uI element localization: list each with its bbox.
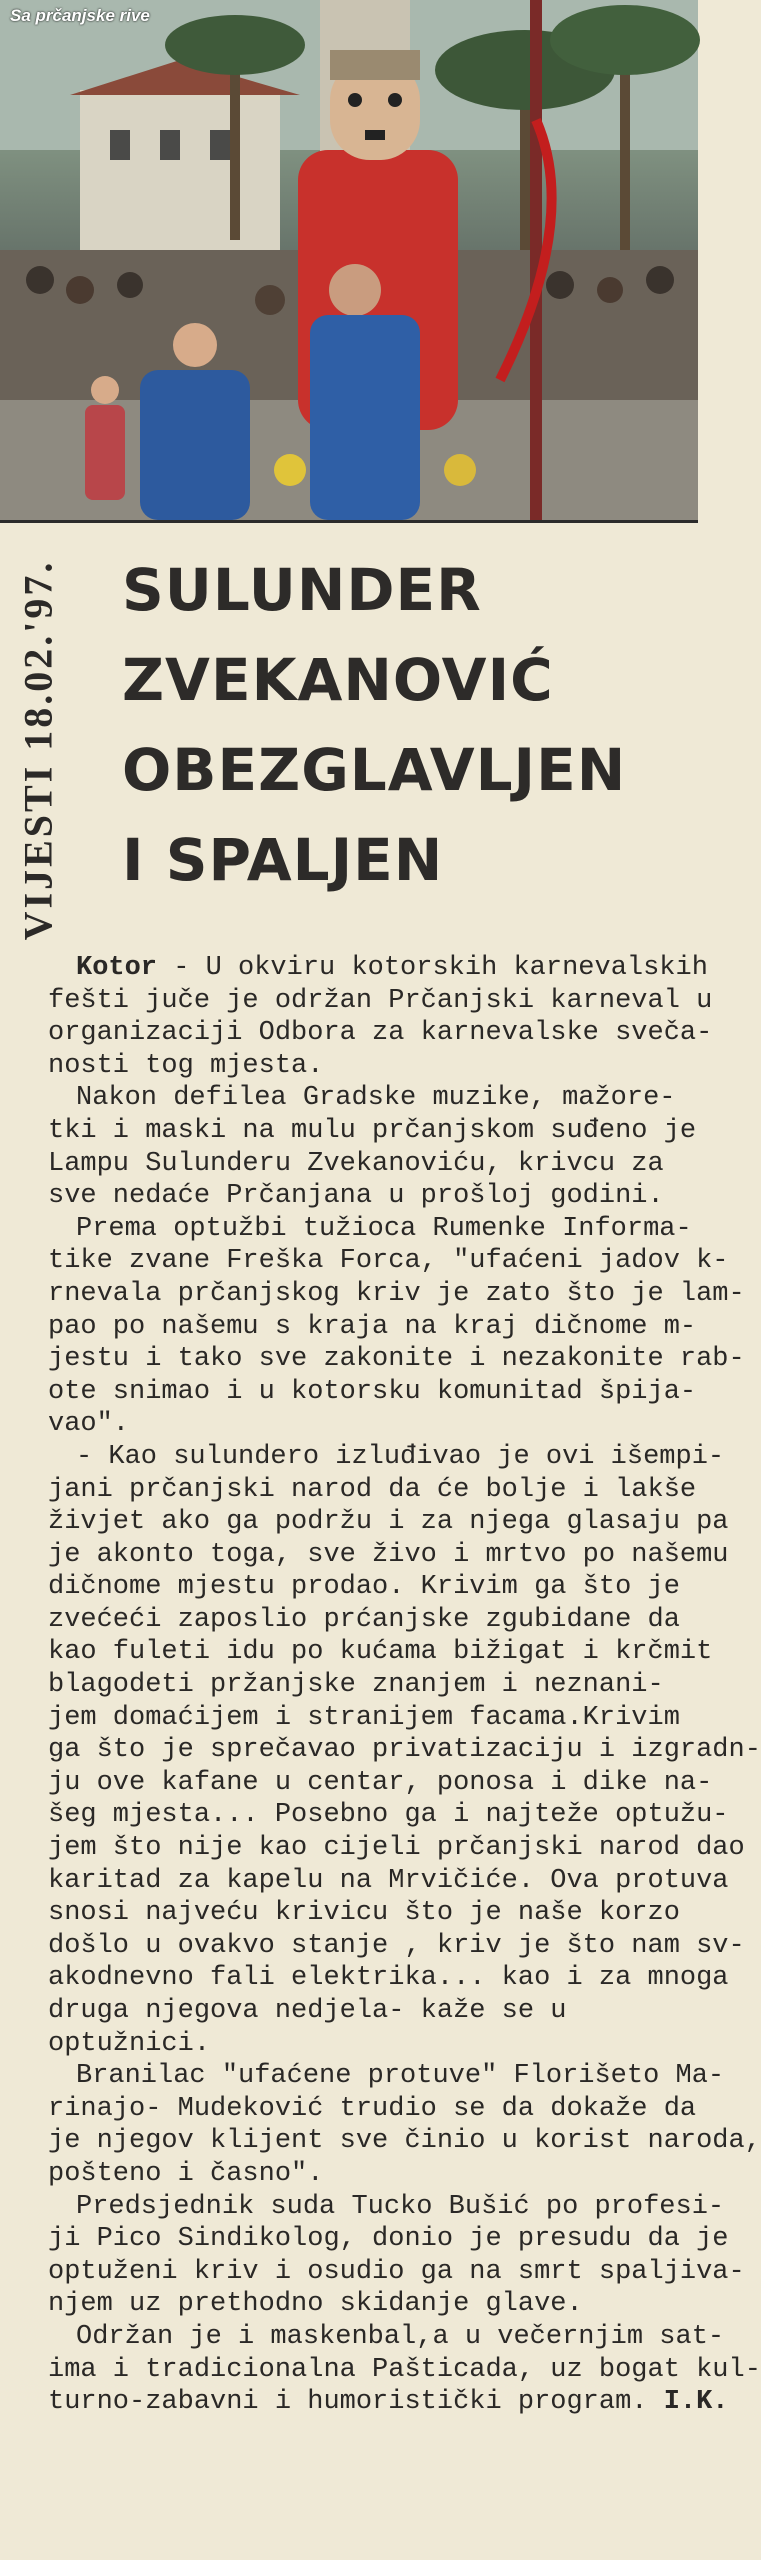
- dateline: Kotor: [76, 953, 158, 983]
- text-line: ote snimao i u kotorsku komunitad špija-: [48, 1376, 697, 1407]
- text-line: Branilac "ufaćene protuve" Florišeto Ma-: [76, 2061, 725, 2092]
- text-line: nosti tog mjesta.: [48, 1050, 324, 1081]
- headline-line-1: SULUNDER: [122, 556, 482, 624]
- text-line: rinajo- Mudeković trudio se da dokaže da: [48, 2093, 697, 2124]
- text-line: Održan je i maskenbal,a u večernjim sat-: [76, 2321, 725, 2352]
- paragraph-7: [48, 2321, 761, 2419]
- text-line: je akonto toga, sve živo i mrtvo po našemu: [48, 1539, 729, 1570]
- text-line: karitad za kapelu na Mrvičiće. Ova protuva: [48, 1865, 729, 1896]
- text-line: Predsjednik suda Tucko Bušić po profesi-: [76, 2191, 725, 2222]
- text-line: tki i maski na mulu prčanjskom suđeno je: [48, 1115, 697, 1146]
- text-line: blagodeti pržanjske znanjem i neznani-: [48, 1670, 664, 1701]
- text-line: - Kao sulundero izluđivao je ovi išempi-: [76, 1441, 725, 1472]
- paragraph-5: [48, 2060, 761, 2190]
- paragraph-6: [48, 2191, 745, 2321]
- headline-line-3: OBEZGLAVLJEN: [122, 736, 627, 804]
- text-line: optuženi kriv i osudio ga na smrt spaljiva-: [48, 2256, 745, 2287]
- text-line: ima i tradicionalna Pašticada, uz bogat kul-: [48, 2354, 761, 2385]
- text-line: kao fuleti idu po kućama bižigat i krčmit: [48, 1637, 713, 1668]
- text-line: turno-zabavni i humoristički program. I.K.: [48, 2387, 729, 2418]
- text-line: tike zvane Freška Forca, "ufaćeni jadov k-: [48, 1246, 729, 1277]
- headline-line-4: I SPALJEN: [122, 826, 444, 894]
- text-line: Lampu Sulunderu Zvekanoviću, krivcu za: [48, 1148, 664, 1179]
- text-line: organizaciji Odbora za karnevalske sveča-: [48, 1018, 713, 1049]
- text-line: Prema optužbi tužioca Rumenke Informa-: [76, 1213, 692, 1244]
- text-line: živjet ako ga podržu i za njega glasaju pa: [48, 1507, 729, 1538]
- text-line: sve nedaće Prčanjana u prošloj godini.: [48, 1181, 664, 1212]
- text-line: zvećeći zaposlio prćanjske zgubidane da: [48, 1604, 680, 1635]
- text-line: jem što nije kao cijeli prčanjski narod dao: [48, 1833, 745, 1864]
- text-line: ju ove kafane u centar, ponosa i dike na-: [48, 1767, 713, 1798]
- text-line: snosi najveću krivicu što je naše korzo: [48, 1898, 680, 1929]
- headline-line-2: ZVEKANOVIĆ: [122, 646, 554, 714]
- text-line: akodnevno fali elektrika... kao i za mnoga: [48, 1963, 729, 1994]
- text-line: je njegov klijent sve činio u korist naroda,: [48, 2126, 761, 2157]
- text-line: šeg mjesta... Posebno ga i najteže optužu-: [48, 1800, 729, 1831]
- text-line: druga njegova nedjela- kaže se u: [48, 1996, 567, 2026]
- carnival-photo: [0, 0, 698, 523]
- article-headline: [122, 545, 692, 905]
- text-line: jani prčanjski narod da će bolje i lakše: [48, 1474, 697, 1505]
- paragraph-2: [48, 1082, 697, 1212]
- paragraph-3: [48, 1213, 745, 1441]
- text-line: vao".: [48, 1409, 130, 1440]
- text-line: dičnome mjestu prodao. Krivim ga što je: [48, 1572, 680, 1603]
- text-line: ga što je sprečavao privatizaciju i izgradn-: [48, 1735, 761, 1766]
- text-line: ji Pico Sindikolog, donio je presudu da je: [48, 2224, 729, 2255]
- text-line: njem uz prethodno skidanje glave.: [48, 2289, 583, 2320]
- text-line: optužnici.: [48, 2028, 211, 2059]
- text-line: fešti juče je održan Prčanjski karneval u: [48, 985, 713, 1016]
- text-line: jestu i tako sve zakonite i nezakonite rab-: [48, 1344, 745, 1375]
- text-line: rnevala prčanjskog kriv je zato što je lam-: [48, 1278, 745, 1309]
- text-line: Nakon defilea Gradske muzike, mažore-: [76, 1083, 676, 1114]
- text-line: došlo u ovakvo stanje , kriv je što nam sv-: [48, 1930, 745, 1961]
- text-line: pao po našemu s kraja na kraj dičnome m-: [48, 1311, 697, 1342]
- author-signature: I.K.: [663, 2387, 729, 2418]
- text-line: Kotor - U okviru kotorskih karnevalskih: [76, 953, 708, 983]
- newspaper-date-stamp: [8, 560, 68, 940]
- photo-caption: Sa prčanjske rive: [10, 6, 150, 25]
- paragraph-4: [48, 1441, 761, 2060]
- paragraph-1: [48, 952, 713, 1082]
- text-line: jem domaćijem i stranijem facama.Krivim: [48, 1702, 680, 1733]
- article-body: [48, 952, 761, 2419]
- carnival-scene-illustration: [0, 0, 698, 520]
- stamp-text: VIJESTI 18.02.'97.: [15, 559, 61, 941]
- text-line: pošteno i časno".: [48, 2158, 324, 2189]
